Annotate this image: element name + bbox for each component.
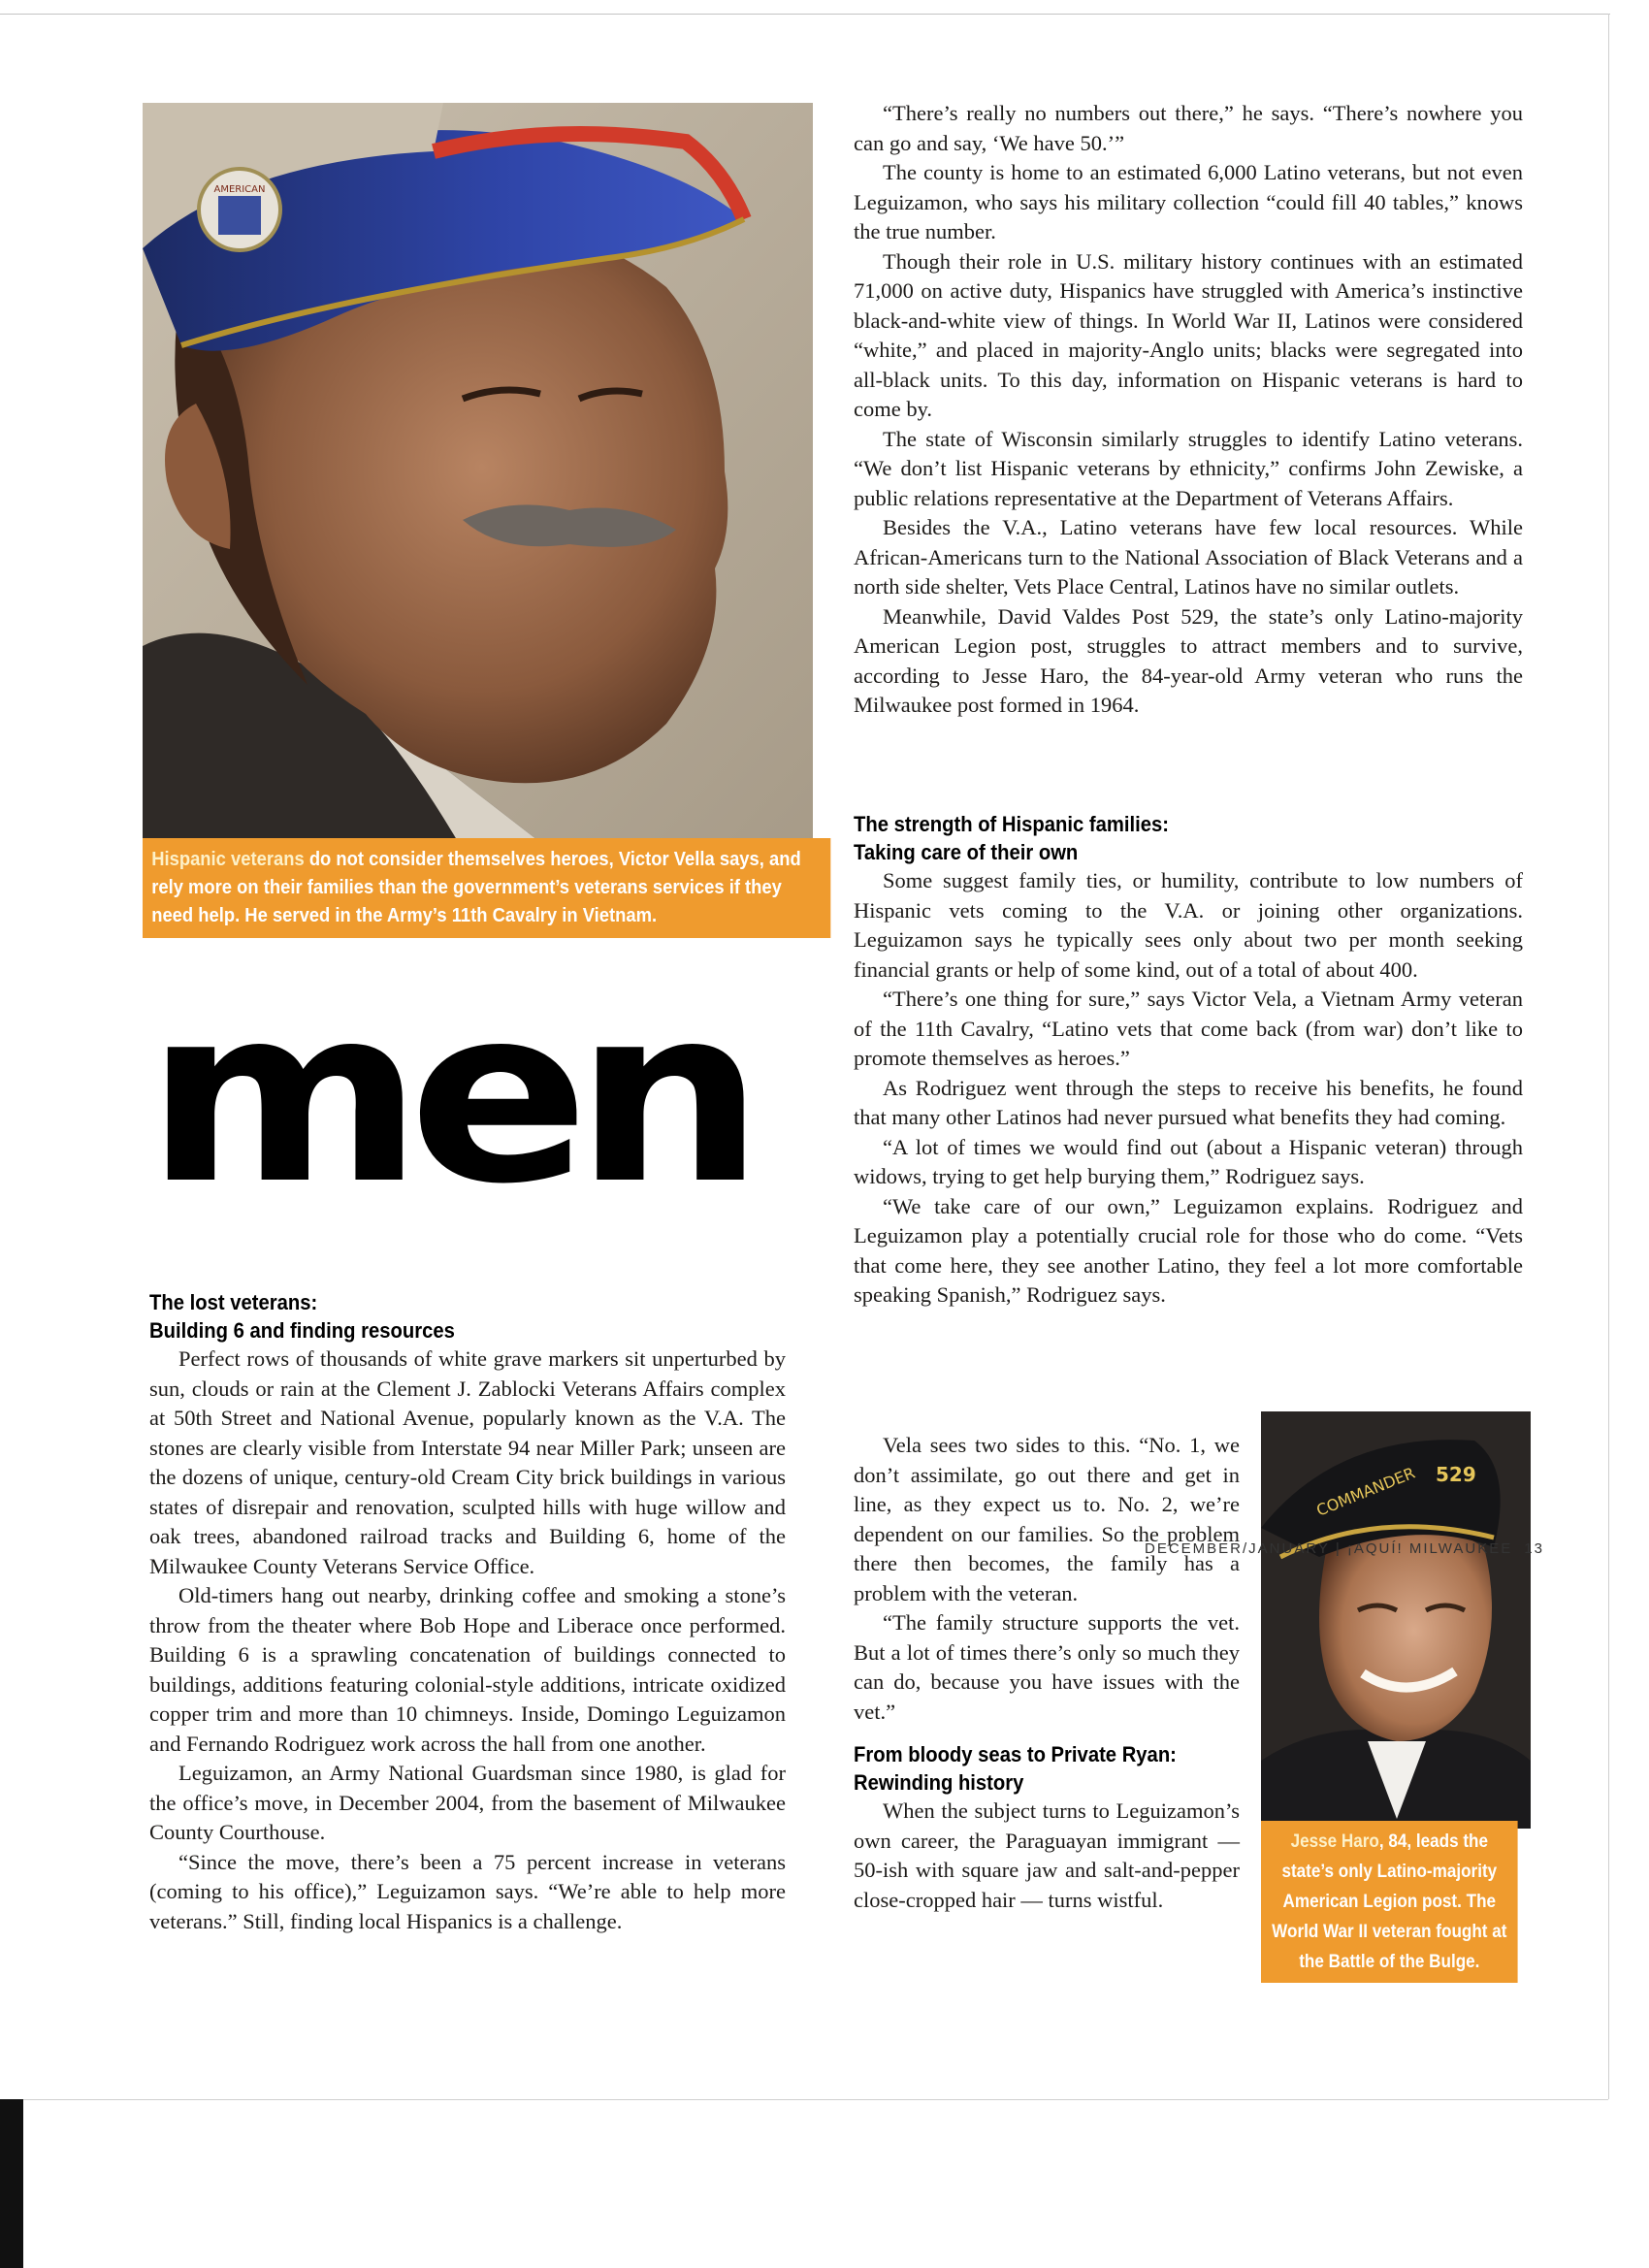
body-paragraph: When the subject turns to Leguizamon’s own career, the Paraguayan immigrant — 50-ish with square jaw and salt-and-pepper close-cropped hair — turns wistful. — [854, 1798, 1240, 1912]
small-caption-lead: Jesse Haro — [1290, 1831, 1379, 1852]
section-heading-rewinding-2: Rewinding history — [854, 1770, 1024, 1795]
page-edge-top — [0, 14, 1610, 15]
page-number: 13 — [1524, 1540, 1544, 1557]
publication-folio: DECEMBER/JANUARY | ¡AQUÍ! MILWAUKEE — [1145, 1540, 1513, 1557]
cap-patch-text: AMERICAN — [213, 184, 266, 195]
body-paragraph: The county is home to an estimated 6,000 Latino veterans, but not even Leguizamon, who says his military collection “could fill 40 tables,” knows the true number. — [854, 160, 1523, 243]
right-column-narrow — [854, 1431, 1240, 1915]
page-footer — [1145, 1540, 1544, 1557]
headline-word: men — [146, 955, 750, 1237]
body-paragraph: “The family structure supports the vet. But a lot of times there’s only so much they can do, because you have issues with the vet.” — [854, 1610, 1240, 1724]
small-caption-text: , 84, leads the state’s only Latino-majority American Legion post. The World War II veteran fought at the Battle of the Bulge. — [1272, 1831, 1507, 1972]
body-paragraph: Meanwhile, David Valdes Post 529, the state’s only Latino-majority American Legion post, struggles to attract members and to survive, according to Jesse Haro, the 84-year-old Army veteran who runs the Milwaukee post formed in 1964. — [854, 603, 1523, 717]
body-paragraph: Old-timers hang out nearby, drinking coffee and smoking a stone’s throw from the theater where Bob Hope and Liberace once performed. Building 6 is a sprawling concatenation of buildings connected to buildings, additions featuring colonial-style additions, intricate oxidized copper trim and more than 10 chimneys. Inside, Domingo Leguizamon and Fernando Rodriguez work across the hall from one another. — [149, 1583, 786, 1756]
small-photo — [1261, 1411, 1531, 1972]
cap-post-number: 529 — [1436, 1463, 1476, 1486]
main-caption — [143, 838, 830, 938]
small-caption — [1261, 1821, 1518, 1983]
main-caption-text: do not consider themselves heroes, Victor Vella says, and rely more on their families than the government’s veterans services if they need help. He served in the Army’s 11th Cavalry in Vietnam. — [151, 849, 801, 926]
main-photo-illustration — [143, 103, 813, 850]
main-photo — [143, 103, 813, 926]
section-heading-lost-veterans-1: The lost veterans: — [149, 1290, 318, 1314]
cap-commander-text: COMMANDER — [1313, 1463, 1418, 1520]
section-heading-families-1: The strength of Hispanic families: — [854, 812, 1170, 836]
scan-shadow — [0, 2099, 23, 2268]
body-paragraph: Some suggest family ties, or humility, contribute to low numbers of Hispanic vets coming to the V.A. or joining other organizations. Leguizamon says he typically sees only about two per month seeking financial grants or help of some kind, out of a total of about 400. — [854, 868, 1523, 982]
small-photo-illustration — [1261, 1411, 1531, 1829]
right-column-top — [854, 99, 1523, 721]
body-paragraph: The state of Wisconsin similarly struggles to identify Latino veterans. “We don’t list Hispanic veterans by ethnicity,” confirms John Zewiske, a public relations representative at the Department of Veterans Affairs. — [854, 426, 1523, 510]
body-paragraph: Vela sees two sides to this. “No. 1, we don’t assimilate, go out there and get in line, as they expect us to. No. 2, we’re dependent on our families. So the problem there then becomes, the family has a problem with the veteran. — [854, 1433, 1240, 1605]
section-heading-rewinding-1: From bloody seas to Private Ryan: — [854, 1742, 1177, 1766]
body-paragraph: “There’s one thing for sure,” says Victor Vela, a Vietnam Army veteran of the 11th Cavalry, “Latino vets that come back (from war) don’t like to promote themselves as heroes.” — [854, 987, 1523, 1070]
page-edge-right — [1608, 14, 1609, 2099]
body-paragraph: “Since the move, there’s been a 75 percent increase in veterans (coming to his office),” Leguizamon says. “We’re able to help more veterans.” Still, finding local Hispanics is a challenge. — [149, 1849, 786, 1933]
body-paragraph: Leguizamon, an Army National Guardsman since 1980, is glad for the office’s move, in December 2004, from the basement of Milwaukee County Courthouse. — [149, 1761, 786, 1844]
page-edge-bottom — [0, 2099, 1608, 2100]
section-heading-families-2: Taking care of their own — [854, 840, 1079, 864]
body-paragraph: “There’s really no numbers out there,” he says. “There’s nowhere you can go and say, ‘We have 50.’” — [854, 101, 1523, 155]
main-caption-lead: Hispanic veterans — [151, 849, 305, 870]
body-paragraph: Though their role in U.S. military history continues with an estimated 71,000 on active duty, Hispanics have struggled with America’s instinctive black-and-white view of things. In World War II, Latinos were considered “white,” and placed in majority-Anglo units; blacks were segregated into all-black units. To this day, information on Hispanic veterans is hard to come by. — [854, 248, 1523, 421]
body-paragraph: Perfect rows of thousands of white grave markers sit unperturbed by sun, clouds or rain at the Clement J. Zablocki Veterans Affairs complex at 50th Street and National Avenue, popularly known as the V.A. The stones are clearly visible from Interstate 94 near Miller Park; unseen are the dozens of unique, century-old Cream City brick buildings in various states of disrepair and renovation, sculpted hills with huge willow and oak trees, abandoned railroad tracks and Building 6, home of the Milwaukee County Veterans Service Office. — [149, 1346, 786, 1578]
body-paragraph: “We take care of our own,” Leguizamon explains. Rodriguez and Leguizamon play a potentially crucial role for those who do come. “Vets that come here, they see another Latino, they feel a lot more comfortable speaking Spanish,” Rodriguez says. — [854, 1193, 1523, 1307]
body-paragraph: “A lot of times we would find out (about a Hispanic veteran) through widows, trying to get help burying them,” Rodriguez says. — [854, 1134, 1523, 1188]
body-paragraph: Besides the V.A., Latino veterans have few local resources. While African-Americans turn to the National Association of Black Veterans and a north side shelter, Vets Place Central, Latinos have no similar outlets. — [854, 515, 1523, 599]
right-column-mid — [854, 810, 1523, 1311]
left-column — [149, 1288, 786, 1936]
body-paragraph: As Rodriguez went through the steps to receive his benefits, he found that many other Latinos had never pursued what benefits they had coming. — [854, 1075, 1523, 1129]
section-heading-lost-veterans-2: Building 6 and finding resources — [149, 1318, 455, 1343]
